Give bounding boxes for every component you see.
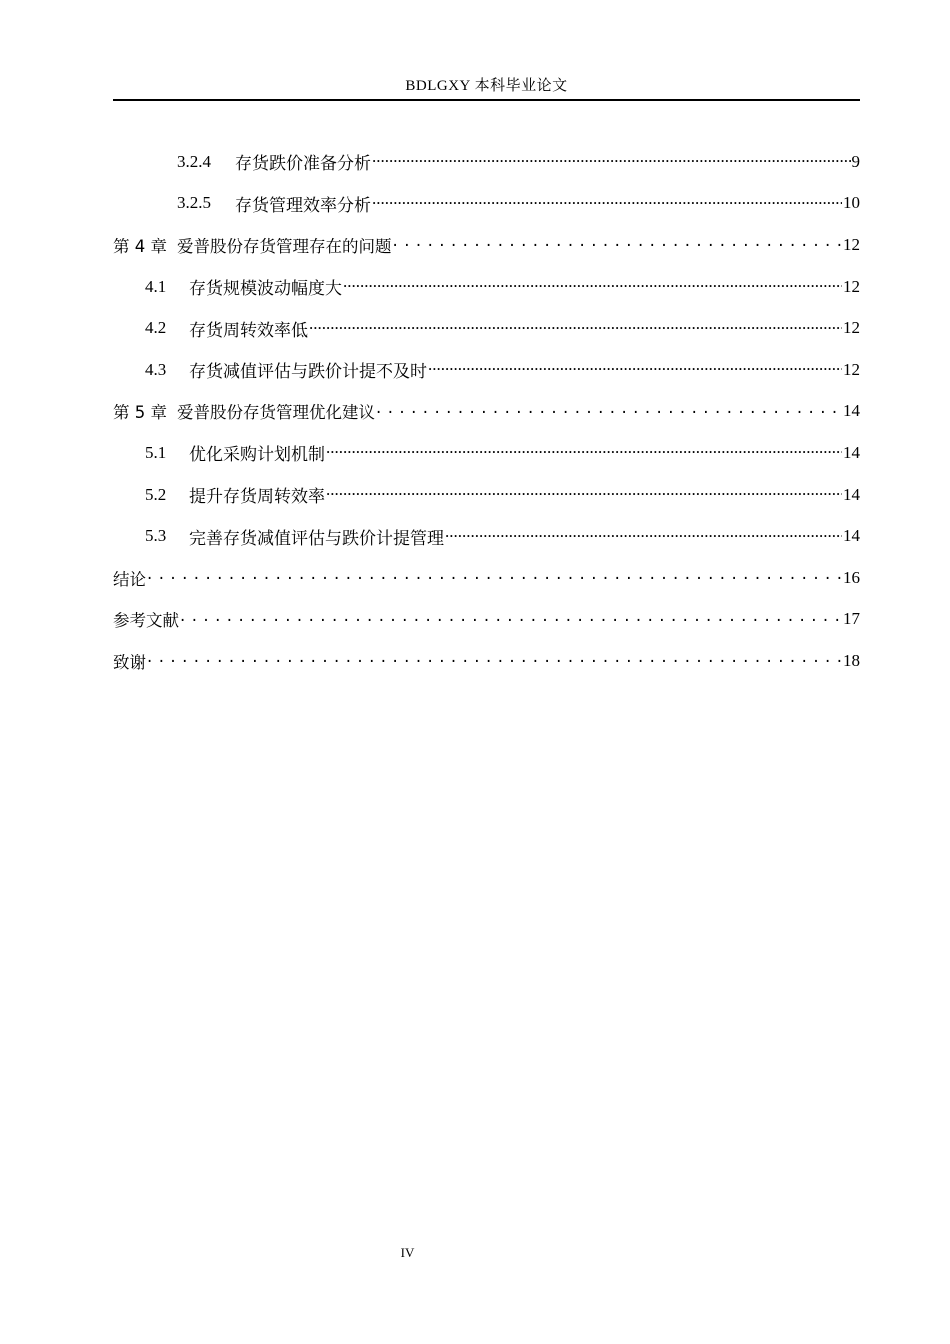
toc-leader-dots [147,569,842,586]
toc-entry-page: 14 [843,401,860,421]
toc-leader-dots [376,403,842,420]
table-of-contents [113,141,860,682]
toc-entry-number: 5.2 [145,484,167,504]
toc-entry-number: 4.2 [145,318,167,338]
toc-entry[interactable] [113,349,860,391]
toc-leader-dots [372,195,842,212]
toc-entry-page: 14 [843,526,860,546]
toc-entry-title: 存货周转效率低 [189,320,308,340]
toc-entry-title: 结论 [113,569,146,589]
toc-entry[interactable] [113,515,860,557]
toc-entry-title: 存货减值评估与跌价计提不及时 [189,362,427,382]
toc-entry-title: 致谢 [113,652,146,672]
toc-entry-title: 提升存货周转效率 [189,487,325,507]
toc-entry-page: 10 [843,193,860,213]
toc-entry-page: 12 [843,234,860,254]
toc-entry-number: 5.3 [145,526,167,546]
toc-leader-dots [428,361,842,378]
toc-entry-title: 参考文献 [113,611,179,631]
toc-entry-references[interactable] [113,599,860,641]
toc-entry-number: 3.2.4 [177,151,211,171]
toc-entry-page: 12 [843,359,860,379]
toc-entry-chapter[interactable] [113,391,860,433]
toc-entry-number: 5.1 [145,442,167,462]
toc-entry-acknowledgements[interactable] [113,640,860,682]
toc-entry-page: 12 [843,276,860,296]
toc-entry-title: 存货跌价准备分析 [235,154,371,174]
toc-entry-title: 存货规模波动幅度大 [189,279,342,299]
toc-leader-dots [372,153,851,170]
toc-entry-page: 9 [851,151,860,171]
toc-entry-page: 16 [843,567,860,587]
toc-leader-dots [393,237,843,254]
toc-entry[interactable] [113,266,860,308]
toc-leader-dots [343,278,842,295]
toc-entry-number: 第 4 章 [113,236,167,256]
toc-entry-number: 3.2.5 [177,193,211,213]
toc-entry-page: 17 [843,609,860,629]
toc-entry-title: 存货管理效率分析 [235,195,371,215]
toc-entry[interactable] [113,432,860,474]
toc-entry-page: 12 [843,318,860,338]
page-header: BDLGXY 本科毕业论文 [405,78,568,94]
toc-leader-dots [180,611,842,628]
toc-entry-number: 第 5 章 [113,403,167,423]
header-rule [113,99,860,101]
toc-entry-title: 完善存货减值评估与跌价计提管理 [189,528,444,548]
toc-entry-chapter[interactable] [113,224,860,266]
toc-entry-title: 爱普股份存货管理优化建议 [177,403,375,423]
toc-entry-page: 14 [843,484,860,504]
toc-leader-dots [309,320,842,337]
toc-leader-dots [326,486,842,503]
toc-entry-page: 14 [843,442,860,462]
toc-leader-dots [147,653,842,670]
toc-entry[interactable] [113,183,860,225]
toc-entry[interactable] [113,307,860,349]
toc-entry[interactable] [113,141,860,183]
toc-entry-title: 优化采购计划机制 [189,445,325,465]
toc-leader-dots [445,528,842,545]
toc-entry-number: 4.3 [145,359,167,379]
toc-entry[interactable] [113,474,860,516]
toc-entry-page: 18 [843,650,860,670]
toc-leader-dots [326,444,842,461]
toc-entry-title: 爱普股份存货管理存在的问题 [177,236,392,256]
page-number: IV [400,1245,415,1260]
toc-entry-number: 4.1 [145,276,167,296]
toc-entry-conclusion[interactable] [113,557,860,599]
